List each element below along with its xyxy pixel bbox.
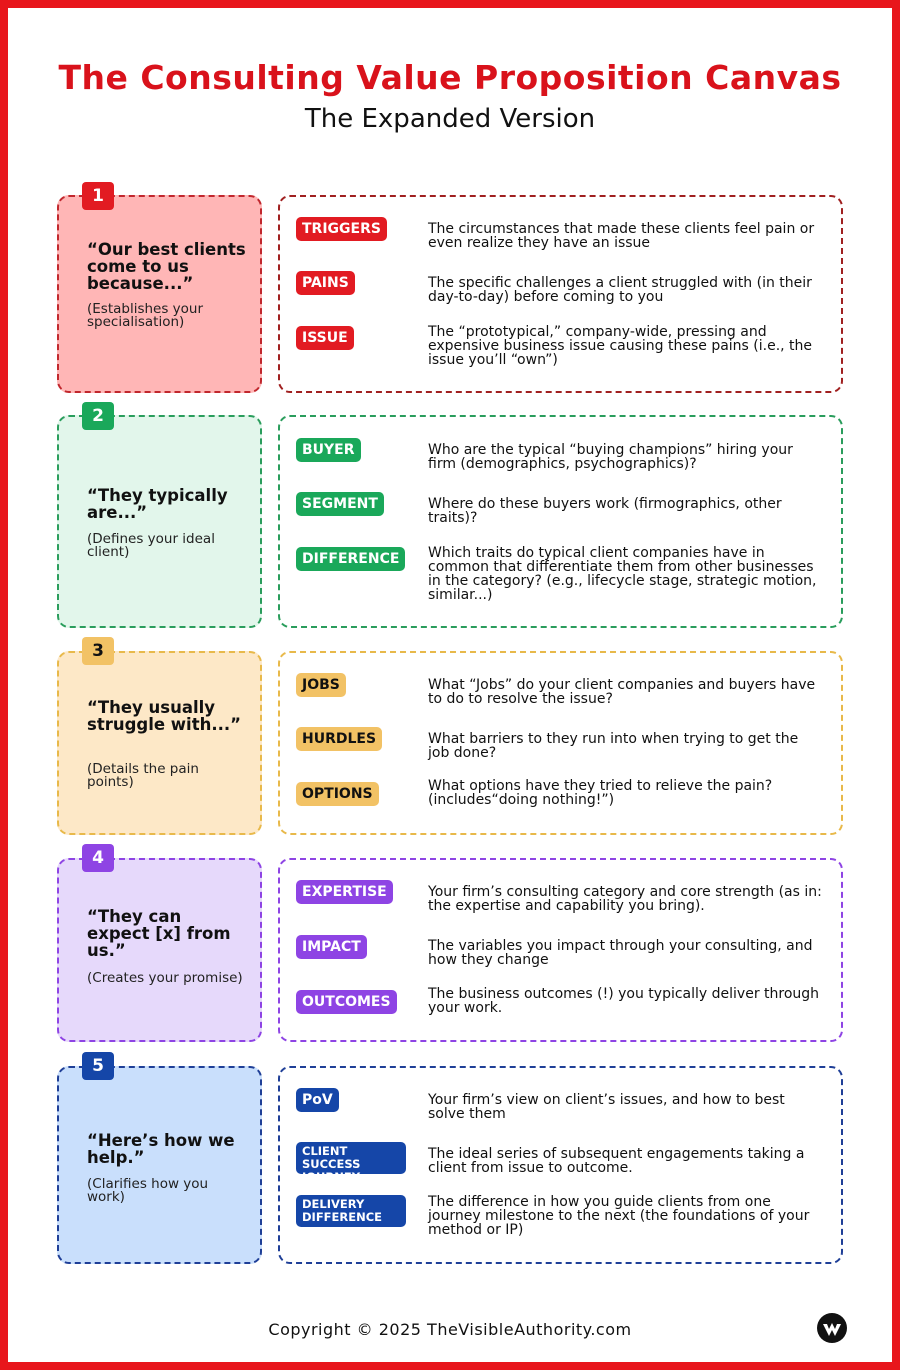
desc-pov: Your firm’s view on client’s issues, and how to best solve them <box>428 1092 785 1122</box>
section-1-note: (Establishes your specialisation) <box>87 301 204 330</box>
page-subtitle: The Expanded Version <box>304 104 596 134</box>
tag-options: OPTIONS <box>296 782 379 806</box>
section-4-note: (Creates your promise) <box>87 970 243 986</box>
section-4-details-box <box>278 858 843 1042</box>
tag-expertise: EXPERTISE <box>296 880 393 904</box>
brand-logo-icon <box>816 1312 848 1344</box>
tag-segment: SEGMENT <box>296 492 384 516</box>
desc-impact: The variables you impact through your consulting, and how they change <box>428 938 813 968</box>
desc-buyer: Who are the typical “buying champions” hiring your firm (demographics, psychographics)? <box>428 442 793 472</box>
desc-delivery-difference: The difference in how you guide clients from one journey milestone to the next (the foundations of your method or IP) <box>428 1194 810 1238</box>
desc-pains: The specific challenges a client struggled with (in their day-to-day) before coming to you <box>428 275 812 305</box>
tag-difference: DIFFERENCE <box>296 547 405 571</box>
desc-hurdles: What barriers to they run into when trying to get the job done? <box>428 731 799 761</box>
tag-pains: PAINS <box>296 271 355 295</box>
section-3-note: (Details the pain points) <box>87 761 199 790</box>
page-title: The Consulting Value Proposition Canvas <box>58 58 842 97</box>
section-3-details-box <box>278 651 843 835</box>
section-4-summary-box <box>57 858 262 1042</box>
desc-client-success-journey: The ideal series of subsequent engagements taking a client from issue to outcome. <box>428 1146 805 1176</box>
section-1-details-box <box>278 195 843 393</box>
tag-outcomes: OUTCOMES <box>296 990 397 1014</box>
section-1-quote: “Our best clients come to us because...” <box>87 240 246 293</box>
copyright-footer: Copyright © 2025 TheVisibleAuthority.com <box>268 1320 632 1339</box>
desc-triggers: The circumstances that made these clients feel pain or even realize they have an issue <box>428 221 815 251</box>
section-4-quote: “They can expect [x] from us.” <box>87 907 231 960</box>
tag-hurdles: HURDLES <box>296 727 382 751</box>
tag-pov: PoV <box>296 1088 339 1112</box>
desc-outcomes: The business outcomes (!) you typically deliver through your work. <box>428 986 820 1016</box>
section-3-quote: “They usually struggle with...” <box>87 698 241 734</box>
tag-impact: IMPACT <box>296 935 367 959</box>
desc-options: What options have they tried to relieve the pain? (includes“doing nothing!”) <box>428 778 773 808</box>
desc-issue: The “prototypical,” company-wide, pressing and expensive business issue causing these pains (i.e., the issue you’ll “own”) <box>428 324 813 368</box>
tag-delivery-difference: DELIVERY DIFFERENCE <box>296 1195 406 1227</box>
section-5-number: 5 <box>82 1052 114 1080</box>
tag-client-success-journey: CLIENT SUCCESS JOURNEY <box>296 1142 406 1174</box>
section-2-number: 2 <box>82 402 114 430</box>
section-5-summary-box <box>57 1066 262 1264</box>
section-4-number: 4 <box>82 844 114 872</box>
desc-segment: Where do these buyers work (firmographics, other traits)? <box>428 496 782 526</box>
section-5-quote: “Here’s how we help.” <box>87 1131 235 1167</box>
section-2-details-box <box>278 415 843 628</box>
section-1-number: 1 <box>82 182 114 210</box>
section-5-note: (Clarifies how you work) <box>87 1176 209 1205</box>
tag-issue: ISSUE <box>296 326 354 350</box>
section-3-summary-box <box>57 651 262 835</box>
section-1-summary-box <box>57 195 262 393</box>
section-2-summary-box <box>57 415 262 628</box>
section-3-number: 3 <box>82 637 114 665</box>
tag-jobs: JOBS <box>296 673 346 697</box>
tag-buyer: BUYER <box>296 438 361 462</box>
desc-difference: Which traits do typical client companies have in common that differentiate them from other businesses in the category? (e.g., lifecycle stage, strategic motion, similar...) <box>428 545 817 603</box>
section-2-note: (Defines your ideal client) <box>87 531 215 560</box>
tag-triggers: TRIGGERS <box>296 217 387 241</box>
section-2-quote: “They typically are...” <box>87 486 228 522</box>
section-5-details-box <box>278 1066 843 1264</box>
desc-expertise: Your firm’s consulting category and core strength (as in: the expertise and capability you bring). <box>428 884 822 914</box>
desc-jobs: What “Jobs” do your client companies and buyers have to do to resolve the issue? <box>428 677 816 707</box>
